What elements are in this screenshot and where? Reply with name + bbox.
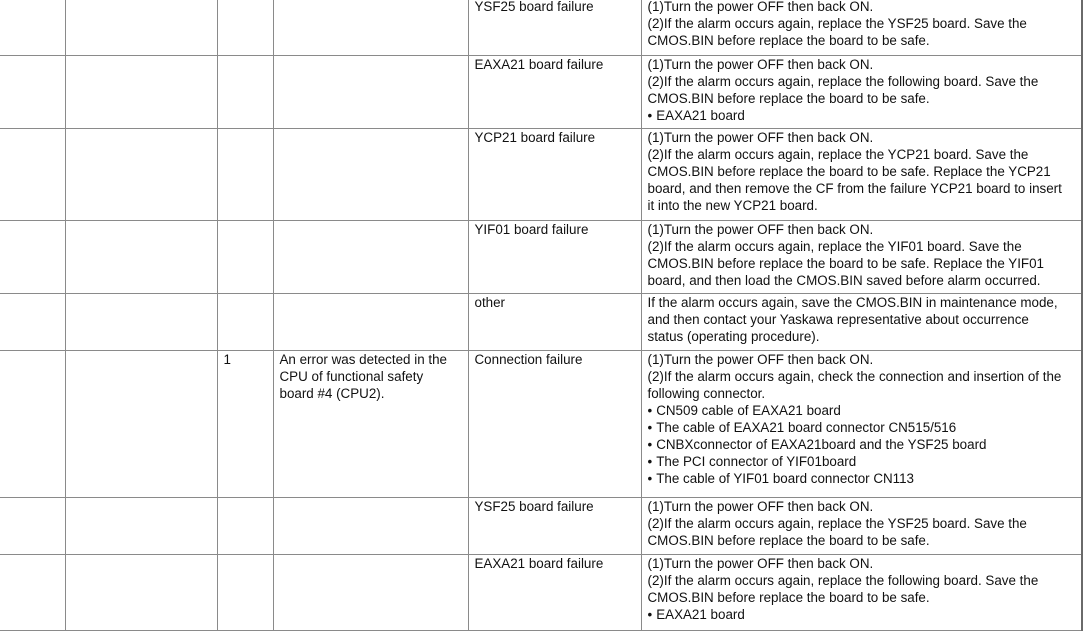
remedy-line: (2)If the alarm occurs again, replace the YSF25 board. Save the — [647, 515, 1027, 531]
alarm-name-cell — [65, 128, 217, 220]
cause-text: EAXA21 board failure — [474, 56, 604, 72]
cause-cell — [468, 497, 641, 554]
sub-code-cell — [217, 0, 273, 55]
remedy-line: CMOS.BIN before replace the board to be safe. — [647, 90, 930, 106]
cause-cell — [468, 293, 641, 350]
cause-cell — [468, 220, 641, 293]
sub-code-cell — [217, 497, 273, 554]
remedy-line: (2)If the alarm occurs again, replace the YCP21 board. Save the — [647, 146, 1029, 162]
cause-text: YSF25 board failure — [474, 0, 594, 14]
remedy-cell — [641, 55, 1082, 128]
remedy-cell — [641, 128, 1082, 220]
remedy-line: (1)Turn the power OFF then back ON. — [647, 129, 874, 145]
remedy-line: it into the new YCP21 board. — [647, 197, 818, 213]
remedy-line: CMOS.BIN before replace the board to be safe. Replace the YCP21 — [647, 163, 1051, 179]
remedy-line: CMOS.BIN before replace the board to be safe. Replace the YIF01 — [647, 255, 1044, 271]
remedy-bullet-item: • CNBXconnector of EAXA21board and the YSF25 board — [648, 436, 1078, 453]
meaning-line: An error was detected in the — [279, 351, 447, 367]
cause-cell — [468, 554, 641, 630]
table-row — [0, 554, 1082, 630]
table-row — [0, 220, 1082, 293]
remedy-cell — [641, 0, 1082, 55]
remedy-line: (1)Turn the power OFF then back ON. — [647, 221, 874, 237]
sub-code-cell — [217, 128, 273, 220]
table-row — [0, 293, 1082, 350]
remedy-bullet-item: • EAXA21 board — [648, 107, 1078, 124]
cause-cell — [468, 55, 641, 128]
remedy-line: CMOS.BIN before replace the board to be safe. — [647, 33, 930, 48]
remedy-line: board, and then remove the CF from the failure YCP21 board to insert — [647, 180, 1062, 196]
remedy-line: (2)If the alarm occurs again, check the connection and insertion of the — [647, 368, 1062, 384]
remedy-cell — [641, 554, 1082, 630]
cause-text: other — [474, 294, 506, 310]
sub-code-text: 1 — [223, 351, 231, 367]
meaning-cell — [273, 128, 468, 220]
remedy-line: CMOS.BIN before replace the board to be safe. — [647, 589, 930, 605]
remedy-bullet-item: • The cable of EAXA21 board connector CN515/516 — [648, 419, 1078, 436]
remedy-line: (2)If the alarm occurs again, replace the following board. Save the — [647, 572, 1039, 588]
remedy-bullet-item: • The PCI connector of YIF01board — [648, 453, 1078, 470]
cause-text: YSF25 board failure — [474, 498, 594, 514]
table-row — [0, 497, 1082, 554]
alarm-name-cell — [65, 293, 217, 350]
alarm-number-cell — [0, 0, 65, 55]
remedy-bullet-item: • CN509 cable of EAXA21 board — [648, 402, 1078, 419]
sub-code-cell — [217, 554, 273, 630]
sub-code-cell — [217, 220, 273, 293]
cause-text: YCP21 board failure — [474, 129, 596, 145]
sub-code-cell — [217, 350, 273, 497]
remedy-line: board, and then load the CMOS.BIN saved before alarm occurred. — [647, 272, 1041, 288]
alarm-number-cell — [0, 220, 65, 293]
remedy-line: following connector. — [647, 385, 766, 401]
remedy-cell — [641, 350, 1082, 497]
alarm-number-cell — [0, 293, 65, 350]
cause-text: YIF01 board failure — [474, 221, 589, 237]
remedy-line: (1)Turn the power OFF then back ON. — [647, 498, 874, 514]
alarm-number-cell — [0, 554, 65, 630]
meaning-cell — [273, 0, 468, 55]
alarm-number-cell — [0, 128, 65, 220]
remedy-line: CMOS.BIN before replace the board to be safe. — [647, 532, 930, 548]
alarm-number-cell — [0, 350, 65, 497]
remedy-cell — [641, 293, 1082, 350]
remedy-cell — [641, 220, 1082, 293]
meaning-cell — [273, 55, 468, 128]
meaning-cell — [273, 220, 468, 293]
alarm-name-cell — [65, 0, 217, 55]
alarm-name-cell — [65, 497, 217, 554]
remedy-line: (1)Turn the power OFF then back ON. — [647, 0, 874, 14]
cause-cell — [468, 350, 641, 497]
alarm-number-cell — [0, 55, 65, 128]
meaning-cell — [273, 497, 468, 554]
remedy-line: (2)If the alarm occurs again, replace the YSF25 board. Save the — [647, 16, 1027, 31]
remedy-line: status (operating procedure). — [647, 328, 820, 344]
alarm-number-cell — [0, 497, 65, 554]
meaning-line: board #4 (CPU2). — [279, 385, 385, 401]
table-row — [0, 55, 1082, 128]
remedy-line: (1)Turn the power OFF then back ON. — [647, 56, 874, 72]
meaning-cell — [273, 350, 468, 497]
table-row — [0, 0, 1082, 55]
table-row — [0, 350, 1082, 497]
remedy-line: (2)If the alarm occurs again, replace the following board. Save the — [647, 73, 1039, 89]
table-row — [0, 128, 1082, 220]
remedy-line: (1)Turn the power OFF then back ON. — [647, 351, 874, 367]
alarm-name-cell — [65, 554, 217, 630]
alarm-name-cell — [65, 220, 217, 293]
remedy-line: If the alarm occurs again, save the CMOS.BIN in maintenance mode, — [647, 294, 1058, 310]
alarm-name-cell — [65, 55, 217, 128]
remedy-bullet-item: • EAXA21 board — [648, 606, 1078, 623]
meaning-line: CPU of functional safety — [279, 368, 424, 384]
remedy-line: (1)Turn the power OFF then back ON. — [647, 555, 874, 571]
alarm-name-cell — [65, 350, 217, 497]
cause-cell — [468, 0, 641, 55]
sub-code-cell — [217, 55, 273, 128]
sub-code-cell — [217, 293, 273, 350]
remedy-line: and then contact your Yaskawa representative about occurrence — [647, 311, 1029, 327]
cause-text: EAXA21 board failure — [474, 555, 604, 571]
cause-text: Connection failure — [474, 351, 583, 367]
meaning-cell — [273, 293, 468, 350]
remedy-cell — [641, 497, 1082, 554]
remedy-line: (2)If the alarm occurs again, replace the YIF01 board. Save the — [647, 238, 1022, 254]
meaning-cell — [273, 554, 468, 630]
remedy-bullet-item: • The cable of YIF01 board connector CN113 — [648, 470, 1078, 487]
cause-cell — [468, 128, 641, 220]
